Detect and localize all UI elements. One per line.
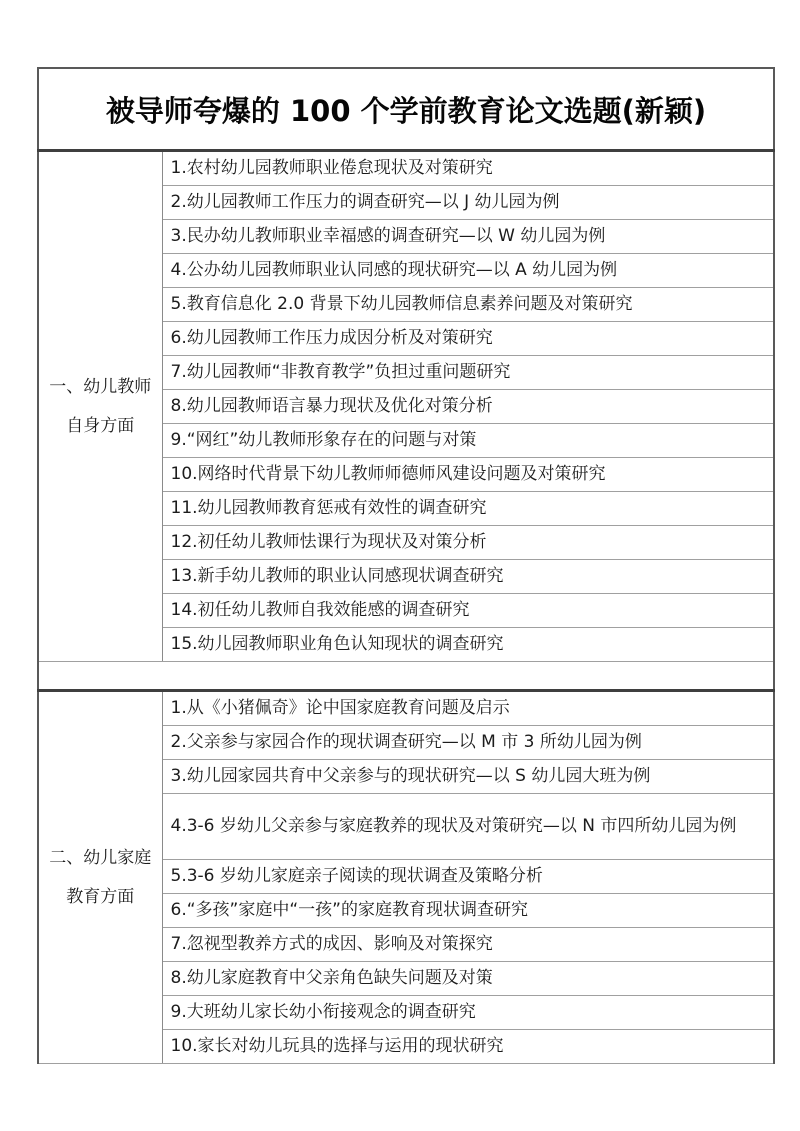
topic-item: 2.父亲参与家园合作的现状调查研究—以 M 市 3 所幼儿园为例: [162, 726, 774, 760]
topic-item: 3.民办幼儿教师职业幸福感的调查研究—以 W 幼儿园为例: [162, 220, 774, 254]
section-1-label-line-1: 一、幼儿教师: [49, 377, 152, 398]
topic-item: 10.网络时代背景下幼儿教师师德师风建设问题及对策研究: [162, 458, 774, 492]
topic-item: 2.幼儿园教师工作压力的调查研究—以 J 幼儿园为例: [162, 186, 774, 220]
topic-item: 7.忽视型教养方式的成因、影响及对策探究: [162, 928, 774, 962]
topic-item: 7.幼儿园教师“非教育教学”负担过重问题研究: [162, 356, 774, 390]
table-row: [38, 691, 774, 726]
table-row: [38, 151, 774, 186]
topic-item: 11.幼儿园教师教育惩戒有效性的调查研究: [162, 492, 774, 526]
topic-item: 6.幼儿园教师工作压力成因分析及对策研究: [162, 322, 774, 356]
title-row: [38, 68, 774, 151]
section-1-label-line-2: 自身方面: [66, 415, 135, 436]
topic-item: 8.幼儿家庭教育中父亲角色缺失问题及对策: [162, 962, 774, 996]
topic-item: 3.幼儿园家园共育中父亲参与的现状研究—以 S 幼儿园大班为例: [162, 760, 774, 794]
topic-item: 6.“多孩”家庭中“一孩”的家庭教育现状调查研究: [162, 894, 774, 928]
topic-item: 13.新手幼儿教师的职业认同感现状调查研究: [162, 560, 774, 594]
document-title: 被导师夸爆的 100 个学前教育论文选题(新颖): [38, 68, 774, 151]
section-1-category-cell: [38, 151, 162, 662]
section-spacer-row: [38, 662, 774, 691]
topic-item: 4.3-6 岁幼儿父亲参与家庭教养的现状及对策研究—以 N 市四所幼儿园为例: [162, 794, 774, 860]
topic-item: 9.大班幼儿家长幼小衔接观念的调查研究: [162, 996, 774, 1030]
topic-item: 15.幼儿园教师职业角色认知现状的调查研究: [162, 628, 774, 662]
topics-table: [37, 67, 775, 1064]
topic-item: 10.家长对幼儿玩具的选择与运用的现状研究: [162, 1030, 774, 1064]
topic-item: 1.从《小猪佩奇》论中国家庭教育问题及启示: [162, 691, 774, 726]
topic-item: 9.“网红”幼儿教师形象存在的问题与对策: [162, 424, 774, 458]
topic-item: 14.初任幼儿教师自我效能感的调查研究: [162, 594, 774, 628]
section-2-label-line-1: 二、幼儿家庭: [49, 848, 152, 869]
topic-item: 12.初任幼儿教师怯课行为现状及对策分析: [162, 526, 774, 560]
section-2-label-line-2: 教育方面: [66, 886, 135, 907]
topic-item: 4.公办幼儿园教师职业认同感的现状研究—以 A 幼儿园为例: [162, 254, 774, 288]
topic-item: 5.教育信息化 2.0 背景下幼儿园教师信息素养问题及对策研究: [162, 288, 774, 322]
topic-item: 8.幼儿园教师语言暴力现状及优化对策分析: [162, 390, 774, 424]
topic-item: 1.农村幼儿园教师职业倦怠现状及对策研究: [162, 151, 774, 186]
section-spacer: [38, 662, 774, 691]
section-2-category-cell: [38, 691, 162, 1064]
topic-item: 5.3-6 岁幼儿家庭亲子阅读的现状调查及策略分析: [162, 860, 774, 894]
